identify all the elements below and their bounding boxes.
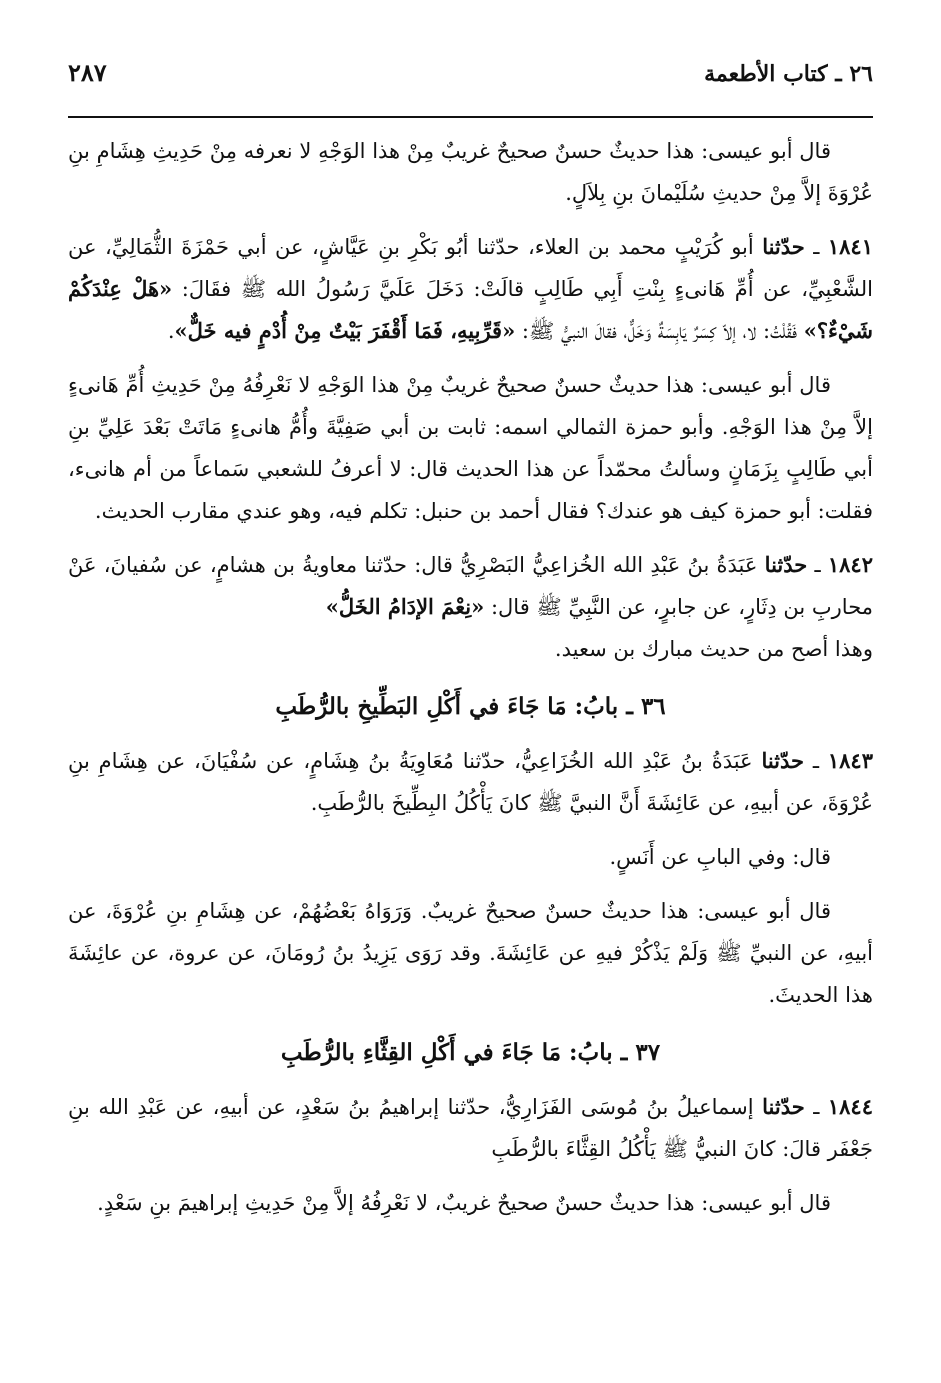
prophet-quote: «قَرِّبِيهِ، فَمَا أَقْفَرَ بَيْتٌ مِنْ أُدْمٍ فيه خَلٌّ» xyxy=(174,318,516,343)
hadith-chain: عَبَدَةُ بنُ عَبْدِ الله الخُزاعِيُّ البَصْرِيُّ قال: حدّثنا معاويةُ بن هشامٍ، عن سُفيانَ، عَنْ محاربِ بن دِثَارٍ، عن جابرٍ، عن النَّبِيِّ ﷺ قال: xyxy=(68,553,873,619)
hadith-number: ١٨٤١ xyxy=(827,234,873,259)
commentary-paragraph: قال أبو عيسى: هذا حديثٌ حسنٌ صحيحٌ غريبٌ، لا نَعْرِفُهُ إلاَّ مِنْ حَدِيثِ إبراهيمَ بنِ سَعْدٍ. xyxy=(97,1191,831,1215)
hadith-1842: ١٨٤٢ ـ حدّثنا عَبَدَةُ بنُ عَبْدِ الله الخُزاعِيُّ البَصْرِيُّ قال: حدّثنا معاويةُ بن هشامٍ، عن سُفيانَ، عَنْ محاربِ بن دِثَارٍ، عن جابرٍ، عن النَّبِيِّ ﷺ قال: «نِعْمَ الإدَامُ الخَلُّ» وهذا أصح من حديث مبارك بن سعيد. xyxy=(68,552,873,661)
page-body xyxy=(68,130,873,1224)
prophet-quote: «هَلْ عِنْدَكُمْ شَيْءٌ؟» xyxy=(68,276,873,343)
hadith-opening: حدّثنا xyxy=(764,552,808,577)
hadith-number: ١٨٤٢ xyxy=(827,552,873,577)
chapter-heading-37: ٣٧ ـ بابُ: مَا جَاءَ في أَكْلِ القِثَّاءِ بالرُّطَبِ xyxy=(280,1039,661,1066)
prophet-quote: «نِعْمَ الإدَامُ الخَلُّ» xyxy=(325,594,485,619)
hadith-opening: حدّثنا xyxy=(761,748,805,773)
hadith-number: ١٨٤٣ xyxy=(827,748,873,773)
chapter-title: ٢٦ ـ كتاب الأطعمة xyxy=(704,61,873,87)
hadith-1841: ١٨٤١ ـ حدّثنا أبو كُرَيْبٍ محمد بن العلاء، حدّثنا أبُو بَكْرِ بنِ عَيَّاشٍ، عن أبي حَمْزَةَ الثُّمَالِيِّ، عن الشَّعْبِيِّ، عن أُمِّ هَانىءٍ بِنْتِ أَبِي طَالِبٍ قالَتْ: دَخَلَ عَلَيَّ رَسُولُ الله ﷺ فقَالَ: «هَلْ عِنْدَكُمْ شَيْءٌ؟» فَقُلْتُ: لا، إلاّ كِسَرٌ يَابِسَةٌ وَخَلٌّ، فقالَ النبيُّ ﷺ: «قَرِّبِيهِ، فَمَا أَقْفَرَ بَيْتٌ مِنْ أُدْمٍ فيه خَلٌّ». xyxy=(68,234,873,343)
commentary-paragraph: قال أبو عيسى: هذا حديثٌ حسنٌ صحيحٌ غريبٌ مِنْ هذا الوَجْهِ لا نَعْرِفُهُ مِنْ حَدِيثِ أُمِّ هَانىءٍ إلاَّ مِنْ هذا الوَجْهِ. وأبو حمزة الثمالي اسمه: ثابت بن أبي صَفِيَّةَ وأُمُّ هانىءٍ مَاتَتْ بَعْدَ عَلِيِّ بنِ أبي طَالِبٍ بِزَمَانٍ وسألتُ محمّداً عن هذا الحديث قال: لا أعرفُ للشعبي سَماعاً من أم هانىء، فقلت: أبو حمزة كيف هو عندك؟ فقال أحمد بن حنبل: تكلم فيه، وهو عندي مقارب الحديث. xyxy=(68,373,873,523)
hadith-text: فَقُلْتُ: لا، إلاّ كِسَرٌ يَابِسَةٌ وَخَلٌّ، فقالَ النبيُّ ﷺ: xyxy=(521,319,798,343)
hadith-1843: ١٨٤٣ ـ حدّثنا عَبَدَةُ بنُ عَبْدِ الله الخُزَاعِيُّ، حدّثنا مُعَاوِيَةُ بنُ هِشَامٍ، عن سُفْيَانَ، عن هِشَامِ بنِ عُرْوَةَ، عن أبيهِ، عن عَائِشَةَ أَنَّ النبيَّ ﷺ كانَ يَأْكُلُ البِطِّيخَ بالرُّطَبِ. xyxy=(68,748,873,815)
hadith-text: إسماعيلُ بنُ مُوسَى الفَزَارِيُّ، حدّثنا إبراهيمُ بنُ سَعْدٍ، عن أبيهِ، عن عَبْدِ الله بنِ جَعْفَر قالَ: كانَ النبيُّ ﷺ يَأْكُلُ القِثَّاءَ بالرُّطَبِ xyxy=(68,1095,873,1161)
commentary-paragraph: قال أبو عيسى: هذا حديثٌ حسنٌ صحيحٌ غريبٌ. وَرَوَاهُ بَعْضُهُمْ، عن هِشَامِ بنِ عُرْوَةَ، عن أبيهِ، عن النبيِّ ﷺ وَلَمْ يَذْكُرْ فيهِ عن عَائِشَةَ. وقد رَوَى يَزِيدُ بنُ رُومَانَ، عن عروة، عن عائِشَةَ هذا الحديثَ. xyxy=(68,899,873,1007)
hadith-opening: حدّثنا xyxy=(762,234,805,259)
commentary-paragraph: قال أبو عيسى: هذا حديثٌ حسنٌ صحيحٌ غريبٌ مِنْ هذا الوَجْهِ لا نعرفه مِنْ حَدِيثِ هِشَامِ بنِ عُرْوَةَ إلاَّ مِنْ حديثِ سُلَيْمانَ بنِ بِلاَلٍ. xyxy=(68,139,873,205)
page-header xyxy=(68,58,873,98)
hadith-chain: أبو كُرَيْبٍ محمد بن العلاء، حدّثنا أبُو بَكْرِ بنِ عَيَّاشٍ، عن أبي حَمْزَةَ الثُّمَالِيِّ، عن الشَّعْبِيِّ، عن أُمِّ هَانىءٍ بِنْتِ أَبِي طَالِبٍ قالَتْ: دَخَلَ عَلَيَّ رَسُولُ الله ﷺ فقَالَ: xyxy=(68,235,873,301)
chapter-heading-36: ٣٦ ـ بابُ: مَا جَاءَ في أَكْلِ البَطِّيخِ بالرُّطَبِ xyxy=(275,693,666,720)
hadith-opening: حدّثنا xyxy=(762,1094,805,1119)
hadith-note: وهذا أصح من حديث مبارك بن سعيد. xyxy=(554,637,873,661)
hadith-number: ١٨٤٤ xyxy=(827,1094,873,1119)
hadith-1844: ١٨٤٤ ـ حدّثنا إسماعيلُ بنُ مُوسَى الفَزَارِيُّ، حدّثنا إبراهيمُ بنُ سَعْدٍ، عن أبيهِ، عن عَبْدِ الله بنِ جَعْفَر قالَ: كانَ النبيُّ ﷺ يَأْكُلُ القِثَّاءَ بالرُّطَبِ xyxy=(68,1094,873,1161)
commentary-paragraph: قال: وفي البابِ عن أَنَسٍ. xyxy=(609,845,831,869)
hadith-text: عَبَدَةُ بنُ عَبْدِ الله الخُزَاعِيُّ، حدّثنا مُعَاوِيَةُ بنُ هِشَامٍ، عن سُفْيَانَ، عن هِشَامِ بنِ عُرْوَةَ، عن أبيهِ، عن عَائِشَةَ أَنَّ النبيَّ ﷺ كانَ يَأْكُلُ البِطِّيخَ بالرُّطَبِ. xyxy=(68,749,873,815)
header-rule xyxy=(68,116,873,118)
end-mark: . xyxy=(167,319,175,343)
page-number: ٢٨٧ xyxy=(68,58,107,87)
